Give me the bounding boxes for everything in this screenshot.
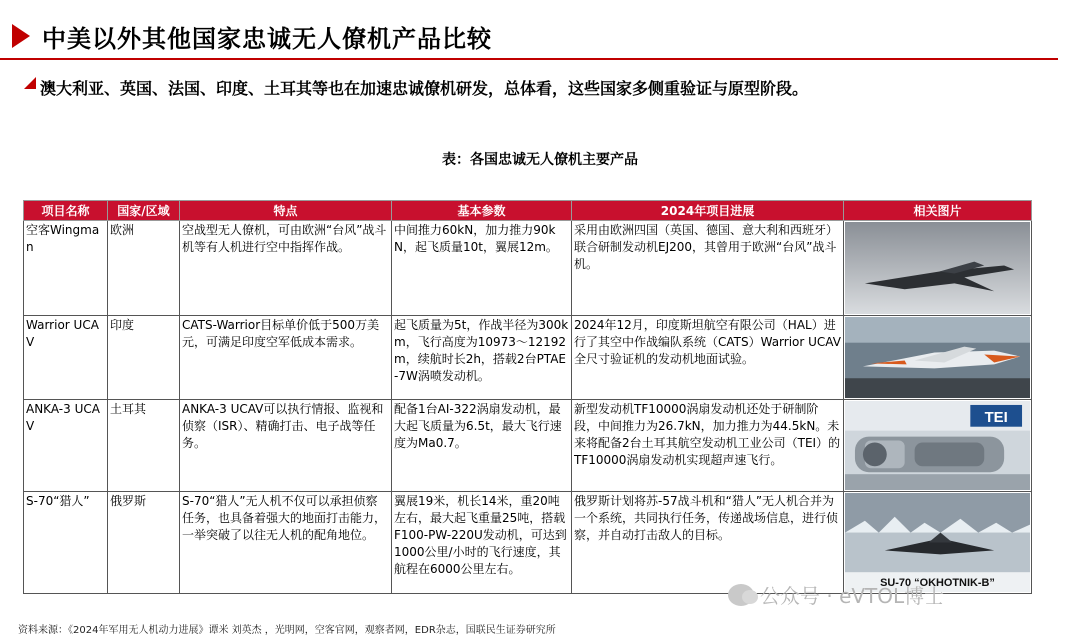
table-caption: 表：各国忠诚无人僚机主要产品 (442, 152, 638, 168)
cell-params: 中间推力60kN，加力推力90kN，起飞质量10t，翼展12m。 (392, 221, 572, 316)
cell-feature: ANKA-3 UCAV可以执行情报、监视和侦察（ISR）、精确打击、电子战等任务。 (180, 400, 392, 492)
subtitle-marker (24, 77, 36, 89)
cell-image (844, 400, 1032, 492)
cell-project-name: Warrior UCAV (24, 316, 108, 400)
wechat-icon (728, 584, 754, 606)
cell-image (844, 316, 1032, 400)
title-divider (0, 58, 1058, 60)
title-marker (12, 24, 30, 48)
cell-feature: 空战型无人僚机，可由欧洲“台风”战斗机等有人机进行空中指挥作战。 (180, 221, 392, 316)
cell-progress: 俄罗斯计划将苏-57战斗机和“猎人”无人机合并为一个系统，共同执行任务，传递战场信息，进行侦察，并自动打击敌人的目标。 (572, 492, 844, 594)
warrior-image (845, 317, 1030, 398)
watermark (728, 580, 944, 609)
cell-country: 土耳其 (108, 400, 180, 492)
cell-country: 俄罗斯 (108, 492, 180, 594)
table-row (24, 492, 1032, 594)
wingman-image (845, 222, 1030, 314)
cell-project-name: S-70“猎人” (24, 492, 108, 594)
cell-country: 印度 (108, 316, 180, 400)
su70-image (845, 493, 1030, 592)
watermark-text: 公众号 · eVTOL博士 (760, 584, 945, 608)
header-feature: 特点 (180, 201, 392, 221)
products-table (23, 200, 1032, 594)
cell-progress: 2024年12月，印度斯坦航空有限公司（HAL）进行了其空中作战编队系统（CATS）Warrior UCAV全尺寸验证机的发动机地面试验。 (572, 316, 844, 400)
cell-params: 起飞质量为5t，作战半径为300km，飞行高度为10973～12192m，续航时长2h，搭载2台PTAE-7W涡喷发动机。 (392, 316, 572, 400)
page-subtitle: 澳大利亚、英国、法国、印度、土耳其等也在加速忠诚僚机研发，总体看，这些国家多侧重验证与原型阶段。 (40, 79, 809, 98)
cell-progress: 新型发动机TF10000涡扇发动机还处于研制阶段，中间推力为26.7kN，加力推力为44.5kN。未来将配备2台土耳其航空发动机工业公司（TEI）的TF10000涡扇发动机实现超声速飞行。 (572, 400, 844, 492)
header-project-name: 项目名称 (24, 201, 108, 221)
table-header-row (24, 201, 1032, 221)
cell-params: 配备1台AI-322涡扇发动机，最大起飞质量为6.5t，最大飞行速度为Ma0.7。 (392, 400, 572, 492)
header-image: 相关图片 (844, 201, 1032, 221)
header-params: 基本参数 (392, 201, 572, 221)
header-country: 国家/区域 (108, 201, 180, 221)
cell-image (844, 221, 1032, 316)
su70-caption: SU-70 “OKHOTNIK-B” (880, 577, 995, 590)
table-row (24, 316, 1032, 400)
tei-logo-text: TEI (984, 409, 1008, 426)
cell-feature: CATS-Warrior目标单价低于500万美元，可满足印度空军低成本需求。 (180, 316, 392, 400)
cell-feature: S-70“猎人”无人机不仅可以承担侦察任务，也具备着强大的地面打击能力，一举突破了以往无人机的配角地位。 (180, 492, 392, 594)
cell-country: 欧洲 (108, 221, 180, 316)
cell-progress: 采用由欧洲四国（英国、德国、意大利和西班牙）联合研制发动机EJ200，其曾用于欧洲“台风”战斗机。 (572, 221, 844, 316)
tei-engine-image (845, 401, 1030, 490)
header-progress: 2024年项目进展 (572, 201, 844, 221)
source-note: 资料来源：《2024年军用无人机动力进展》谭米 刘英杰 ，光明网，空客官网，观察者网，EDR杂志，国联民生证券研究所 (18, 625, 556, 636)
table-row (24, 221, 1032, 316)
cell-params: 翼展19米，机长14米，重20吨左右，最大起飞重量25吨，搭载F100-PW-220U发动机，可达到1000公里/小时的飞行速度，其航程在6000公里左右。 (392, 492, 572, 594)
table-row (24, 400, 1032, 492)
page-title: 中美以外其他国家忠诚无人僚机产品比较 (42, 25, 492, 53)
cell-project-name: 空客Wingman (24, 221, 108, 316)
cell-image (844, 492, 1032, 594)
cell-project-name: ANKA-3 UCAV (24, 400, 108, 492)
